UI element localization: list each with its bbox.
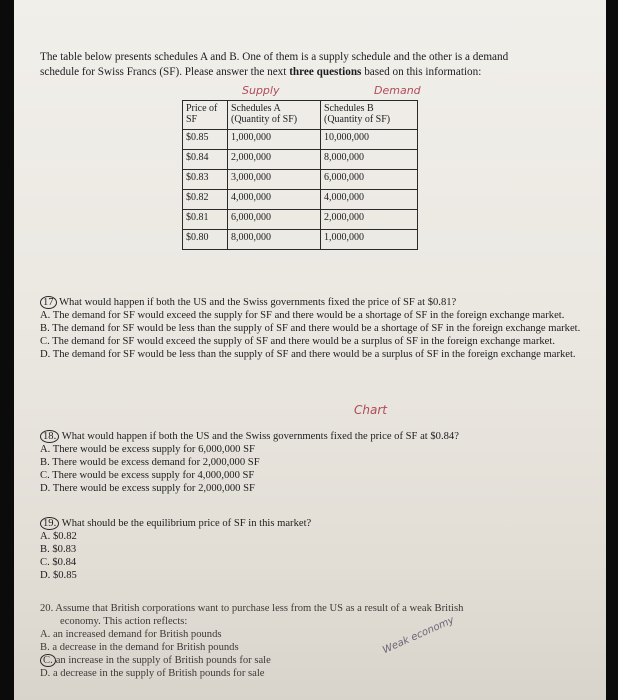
table-row	[183, 230, 418, 250]
header-schedule-b: Schedules B (Quantity of SF)	[321, 101, 418, 130]
schedule-a-cell: 3,000,000	[228, 170, 321, 190]
question-18-text: What would happen if both the US and the Swiss governments fixed the price of SF at $0.84?	[61, 431, 459, 442]
question-19-option-c: C. $0.84	[40, 557, 77, 568]
question-19-stem	[40, 517, 590, 530]
question-20-option-b: B. a decrease in the demand for British pounds	[40, 642, 239, 653]
question-20-option-c-letter: C.	[40, 654, 56, 667]
price-cell: $0.85	[183, 130, 228, 150]
question-17-option-d: D. The demand for SF would be less than the supply of SF and there would be a surplus of SF in the foreign exchange market.	[40, 349, 576, 360]
question-18-option-d: D. There would be excess supply for 2,000,000 SF	[40, 483, 255, 494]
table-row	[183, 170, 418, 190]
price-cell: $0.83	[183, 170, 228, 190]
schedule-b-cell: 2,000,000	[321, 210, 418, 230]
price-cell: $0.81	[183, 210, 228, 230]
handwritten-chart: Chart	[354, 403, 387, 417]
question-17-stem	[40, 296, 590, 309]
question-19-option-d: D. $0.85	[40, 570, 77, 581]
schedule-b-cell: 1,000,000	[321, 230, 418, 250]
question-17-text: What would happen if both the US and the Swiss governments fixed the price of SF at $0.81?	[59, 297, 457, 308]
schedule-b-cell: 4,000,000	[321, 190, 418, 210]
question-18-option-b: B. There would be excess demand for 2,000,000 SF	[40, 457, 260, 468]
table-row	[183, 190, 418, 210]
table-row	[183, 150, 418, 170]
question-19-text: What should be the equilibrium price of SF in this market?	[61, 518, 312, 529]
question-18-option-c: C. There would be excess supply for 4,000,000 SF	[40, 470, 255, 481]
schedule-a-cell: 1,000,000	[228, 130, 321, 150]
question-17-option-c: C. The demand for SF would exceed the supply of SF and there would be a surplus of SF in the foreign exchange market.	[40, 336, 555, 347]
question-20	[40, 602, 590, 680]
question-17-option-a: A. The demand for SF would exceed the supply for SF and there would be a shortage of SF in the foreign exchange market.	[40, 310, 565, 321]
question-18-number: 18.	[40, 430, 59, 443]
worksheet-page	[14, 0, 606, 700]
header-schedule-a: Schedules A (Quantity of SF)	[228, 101, 321, 130]
question-19-option-a: A. $0.82	[40, 531, 77, 542]
table-row	[183, 130, 418, 150]
table-header-row	[183, 101, 418, 130]
schedule-b-cell: 10,000,000	[321, 130, 418, 150]
question-20-option-c-text: an increase in the supply of British pounds for sale	[55, 655, 271, 666]
header-price: Price of SF	[183, 101, 228, 130]
schedule-a-cell: 6,000,000	[228, 210, 321, 230]
schedule-b-cell: 6,000,000	[321, 170, 418, 190]
table-row	[183, 210, 418, 230]
intro-line-1: The table below presents schedules A and B. One of them is a supply schedule and the other is a demand	[40, 51, 509, 63]
schedule-b-cell: 8,000,000	[321, 150, 418, 170]
question-20-option-c	[40, 654, 590, 667]
question-20-option-d: D. a decrease in the supply of British pounds for sale	[40, 668, 265, 679]
intro-text	[40, 50, 580, 80]
question-18-option-a: A. There would be excess supply for 6,000,000 SF	[40, 444, 255, 455]
schedule-a-cell: 2,000,000	[228, 150, 321, 170]
question-19-option-b: B. $0.83	[40, 544, 77, 555]
question-18-stem	[40, 430, 590, 443]
question-20-stem-line-1: 20. Assume that British corporations want to purchase less from the US as a result of a weak British	[40, 603, 464, 614]
intro-line-2	[40, 65, 580, 80]
intro-line-2-post: based on this information:	[361, 66, 482, 78]
schedule-a-cell: 8,000,000	[228, 230, 321, 250]
handwritten-side-note: Weak economy	[381, 614, 456, 657]
question-17-option-b: B. The demand for SF would be less than the supply of SF and there would be a shortage of SF in the foreign exchange market.	[40, 323, 581, 334]
question-19-number: 19.	[40, 517, 59, 530]
schedule-table	[182, 100, 418, 250]
question-19	[40, 517, 590, 582]
handwritten-demand: Demand	[374, 84, 421, 97]
schedule-a-cell: 4,000,000	[228, 190, 321, 210]
intro-line-2-bold: three questions	[289, 66, 362, 78]
handwritten-supply: Supply	[242, 84, 280, 97]
question-20-option-a: A. an increased demand for British pounds	[40, 629, 222, 640]
question-18	[40, 430, 590, 495]
price-cell: $0.84	[183, 150, 228, 170]
question-17	[40, 296, 590, 361]
question-17-number: 17	[40, 296, 57, 309]
price-cell: $0.80	[183, 230, 228, 250]
price-cell: $0.82	[183, 190, 228, 210]
intro-line-2-pre: schedule for Swiss Francs (SF). Please answer the next	[40, 66, 290, 78]
question-20-stem-line-2: economy. This action reflects:	[60, 616, 188, 627]
